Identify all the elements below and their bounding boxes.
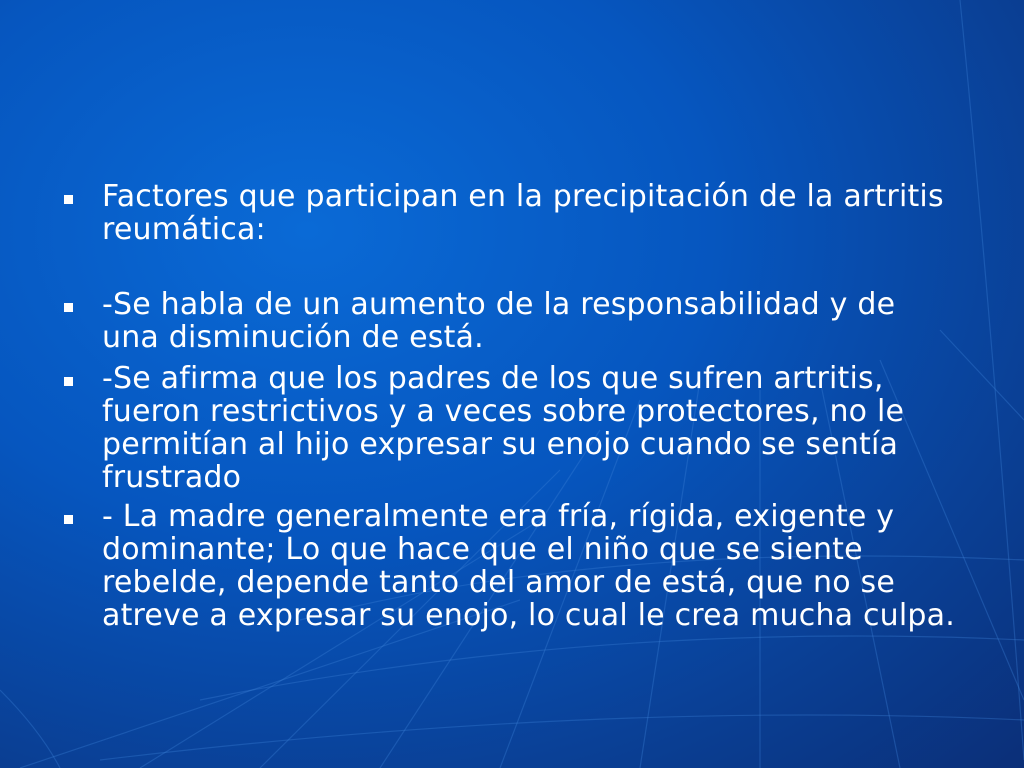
bullet-text: -Se habla de un aumento de la responsabilidad y de una disminución de está. xyxy=(102,287,896,355)
bullet-item xyxy=(60,500,960,632)
bullet-list xyxy=(60,180,960,632)
bullet-square-icon xyxy=(64,303,73,312)
bullet-text: - La madre generalmente era fría, rígida, exigente y dominante; Lo que hace que el niño que se siente rebelde, depende tanto del amor de está, que no se atreve a expresar su enojo, lo cual le crea mucha culpa. xyxy=(102,499,955,633)
bullet-item xyxy=(60,180,960,246)
bullet-square-icon xyxy=(64,515,73,524)
bullet-square-icon xyxy=(64,195,73,204)
bullet-item xyxy=(60,362,960,494)
bullet-square-icon xyxy=(64,377,73,386)
bullet-text: Factores que participan en la precipitación de la artritis reumática: xyxy=(102,179,944,247)
bullet-text: -Se afirma que los padres de los que sufren artritis, fueron restrictivos y a veces sobre protectores, no le permitían al hijo expresar su enojo cuando se sentía frustrado xyxy=(102,361,905,495)
bullet-item xyxy=(60,288,960,354)
